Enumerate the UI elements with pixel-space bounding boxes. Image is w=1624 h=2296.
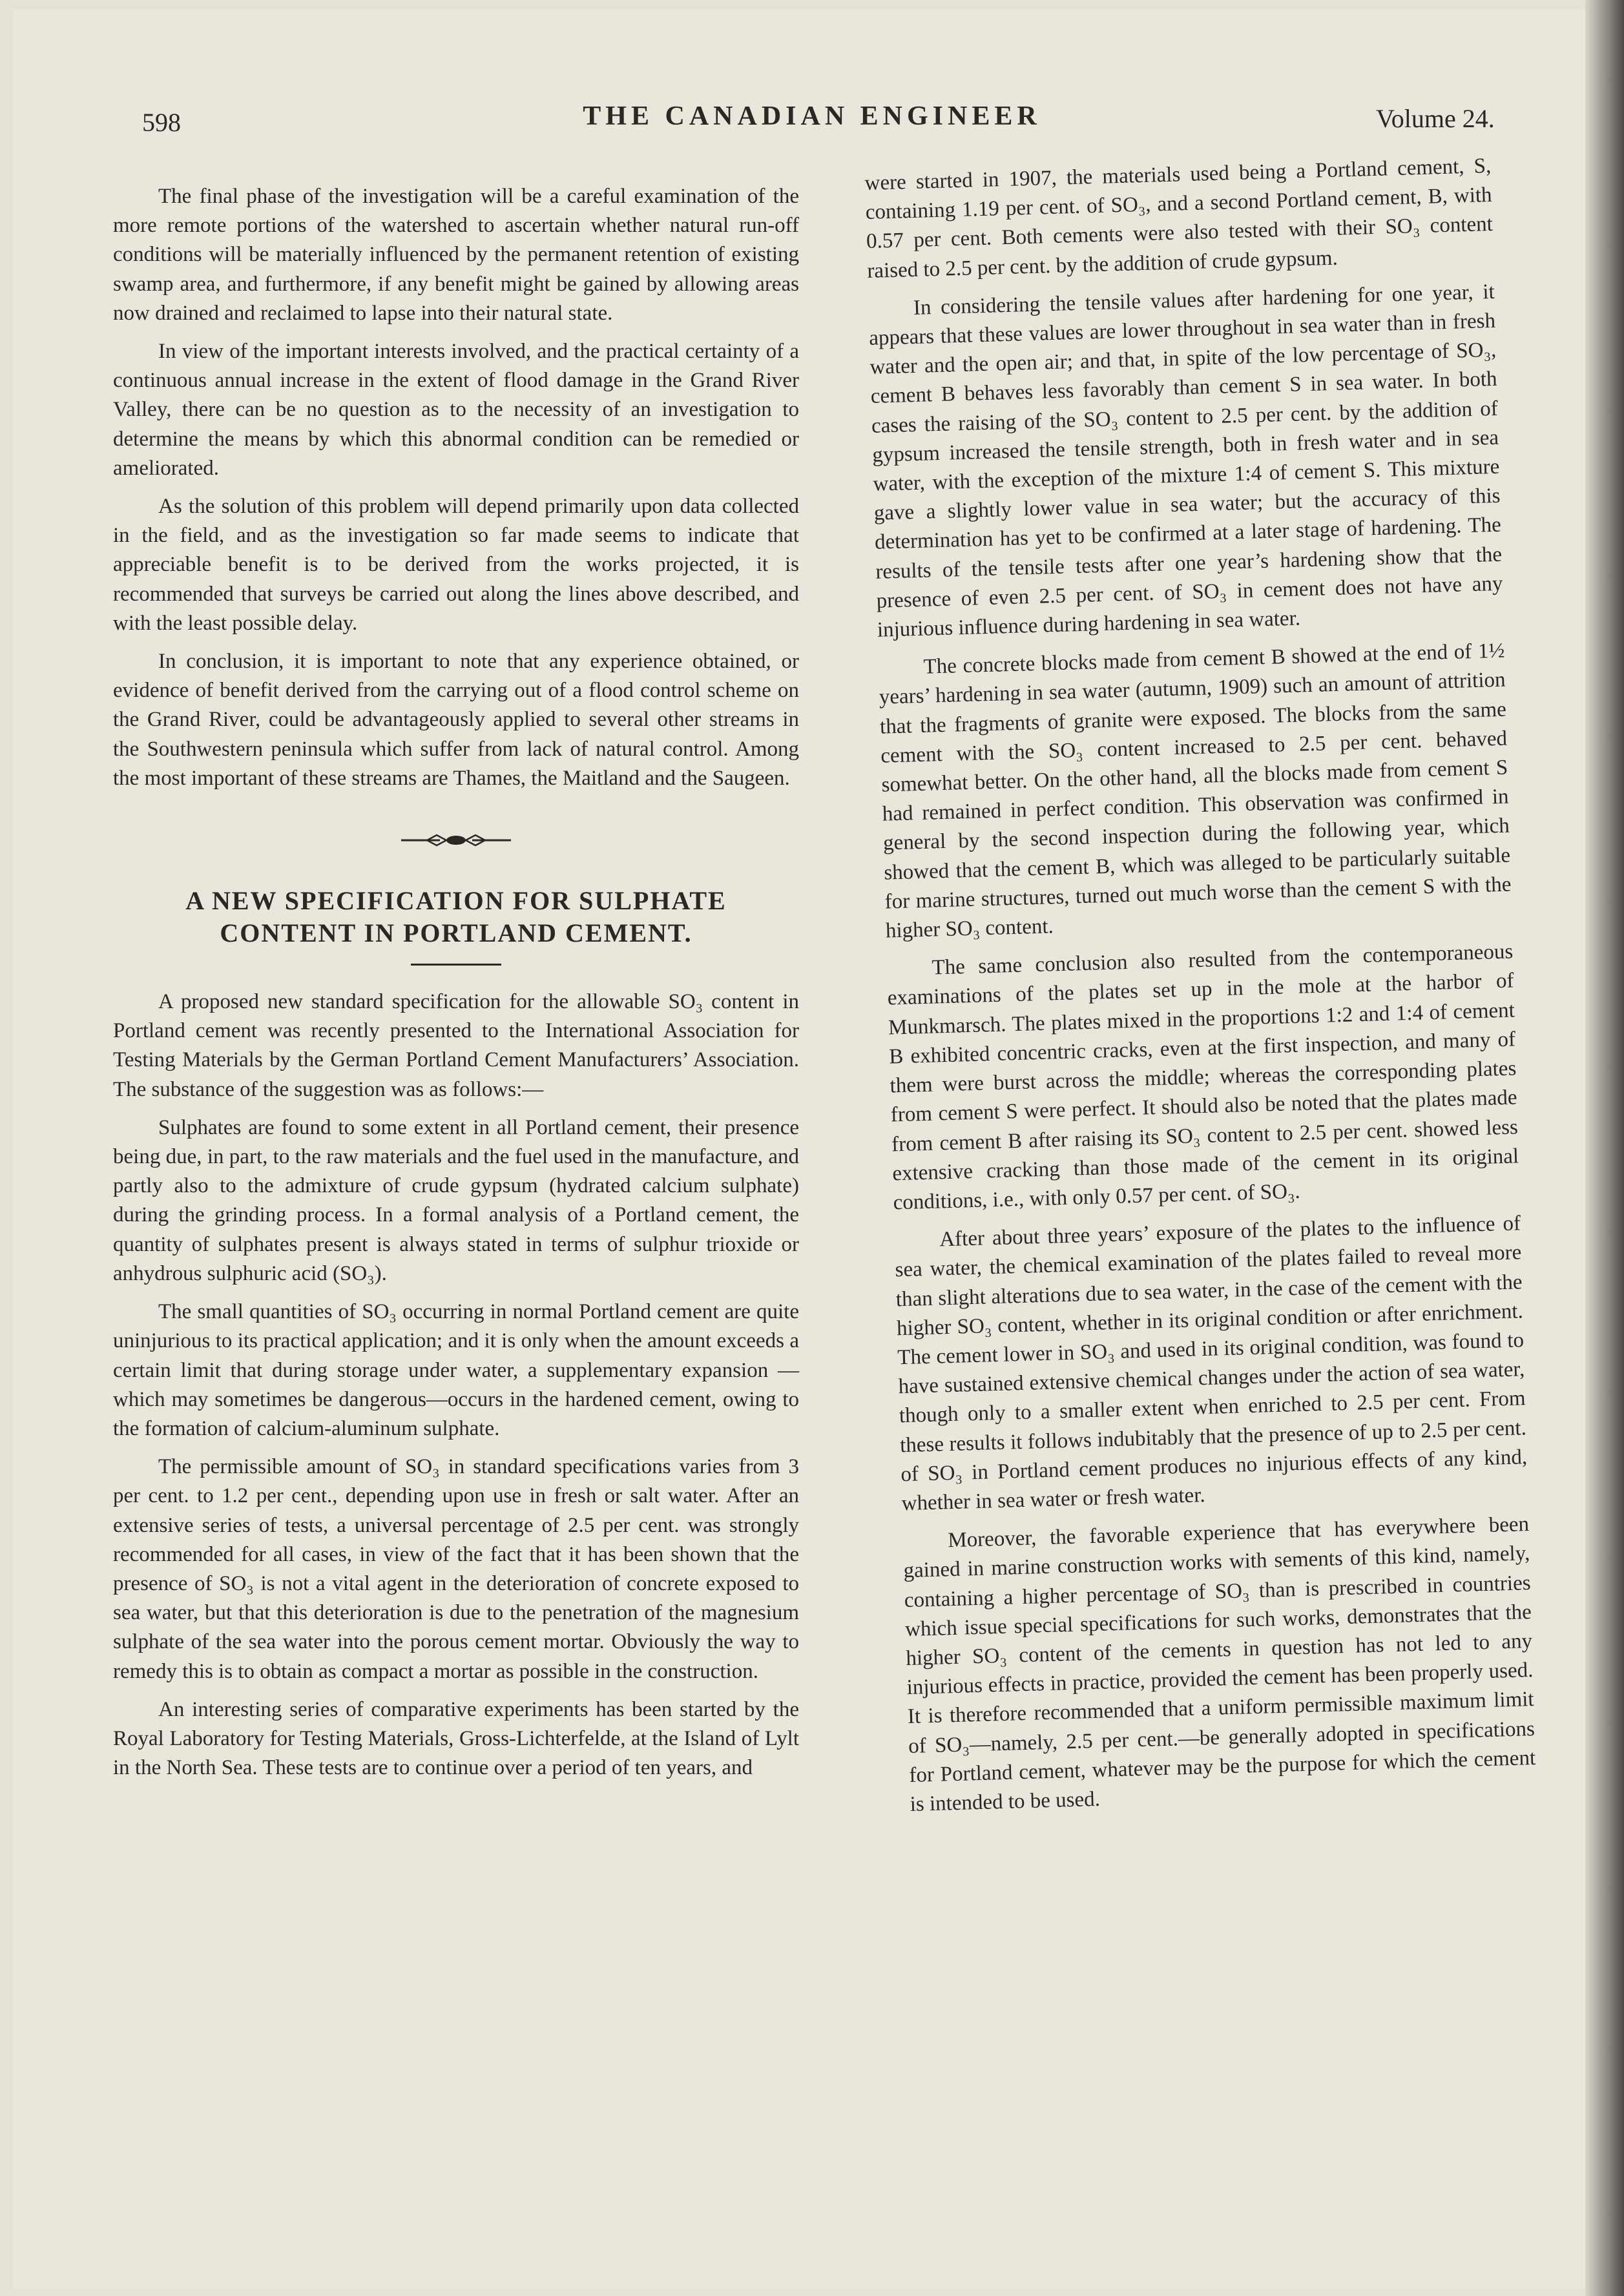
paragraph: The same conclusion also resulted from the contemporaneous examinations of the plates set up in the mole at the harbor of Munkmarsch. The plates mixed in the proportions 1:2 and 1:4 of cement B exhibited concentric cracks, even at the first inspection, and many of them were burst across the middle; whereas the corresponding plates from cement S were perfect. It should also be noted that the plates made from cement B after raising its SO₃ content to 2.5 per cent. showed less extensive cracking than those made of the cement in its original conditions, i.e., with only 0.57 per cent. of SO₃. — [887, 940, 1519, 1215]
right-column — [864, 152, 1537, 1828]
title-rule — [411, 964, 501, 966]
paragraph: After about three years’ exposure of the plates to the influence of sea water, the chemical examination of the plates failed to reveal more than slight alterations due to sea water, in the case of the cement with the higher SO₃ content, whether in its original condition or after enrichment. The cement lower in SO₃ and used in its original condition, was found to have sustained extensive chemical changes under the action of sea water, though only to a smaller extent when enriched to 2.5 per cent. From these results it follows indubitably that the presence of up to 2.5 per cent. of SO₃ in Portland cement produces no injurious effects of any kind, whether in sea water or fresh water. — [895, 1212, 1528, 1516]
article-title-line-2: CONTENT IN PORTLAND CEMENT. — [220, 918, 692, 948]
paragraph: In view of the important interests involved, and the practical certainty of a continuous annual increase in the extent of flood damage in the Grand River Valley, there can be no question as to the necessity of an investigation to determine the means by which this abnormal condition can be remedied or ameliorated. — [113, 340, 799, 480]
paragraph: The permissible amount of SO₃ in standard specifications varies from 3 per cent. to 1.2 per cent., depending upon use in fresh or salt water. After an extensive series of tests, a universal percentage of 2.5 per cent. was strongly recommended for all cases, in view of the fact that it has been shown that the presence of SO₃ is not a vital agent in the deterioration of concrete exposed to sea water, but that this deterioration is due to the penetration of the magnesium sulphate of the sea water into the porous cement mortar. Obviously the way to remedy this is to obtain as compact a mortar as possible in the construction. — [113, 1455, 799, 1683]
paragraph: As the solution of this problem will depend primarily upon data collected in the field, and as the investigation so far made seems to indicate that appreciable benefit is to be derived from the works projected, it is recommended that surveys be carried out along the lines above described, and with the least possible delay. — [113, 495, 799, 635]
paragraph: The small quantities of SO₃ occurring in normal Portland cement are quite uninjurious to its practical application; and it is only when the amount exceeds a certain limit that during storage under water, a supplementary expansion —which may sometimes be dangerous—occurs in the hardened cement, owing to the formation of calcium-aluminum sulphate. — [113, 1300, 799, 1440]
paragraph: In conclusion, it is important to note that any experience obtained, or evidence of benefit derived from the carrying out of a flood control scheme on the Grand River, could be advantageously applied to several other streams in the Southwestern peninsula which suffer from lack of natural control. Among the most important of these streams are Thames, the Maitland and the Saugeen. — [113, 650, 799, 790]
paragraph: Sulphates are found to some extent in all Portland cement, their presence being due, in part, to the raw materials and the fuel used in the manufacture, and partly also to the admixture of crude gypsum (hydrated calcium sulphate) during the grinding process. In a formal analysis of a Portland cement, the quantity of sulphates present is always stated in terms of sulphur trioxide or anhydrous sulphuric acid (SO₃). — [113, 1115, 799, 1285]
paragraph: An interesting series of comparative experiments has been started by the Royal Laboratory for Testing Materials, Gross-Lichterfelde, at the Island of Lylt in the North Sea. These tests are to continue over a period of ten years, and — [113, 1697, 799, 1780]
left-column — [113, 182, 799, 1792]
paragraph: were started in 1907, the materials used being a Portland cement, S, containing 1.19 per cent. of SO₃, and a second Portland cement, B, with 0.57 per cent. Both cements were also tested with their SO₃ content raised to 2.5 per cent. by the addition of crude gypsum. — [864, 154, 1494, 283]
ornament-icon — [401, 831, 511, 850]
section-divider-ornament — [113, 829, 799, 855]
journal-title: THE CANADIAN ENGINEER — [583, 101, 1041, 131]
article-title — [113, 885, 799, 949]
volume-label: Volume 24. — [1376, 104, 1495, 133]
book-gutter — [1585, 0, 1624, 2296]
running-header — [0, 96, 1624, 137]
page-number: 598 — [142, 108, 181, 137]
paragraph: The concrete blocks made from cement B showed at the end of 1½ years’ hardening in sea water (autumn, 1909) such an amount of attrition that the fragments of granite were exposed. The blocks from the same cement with the SO₃ content increased to 2.5 per cent. behaved somewhat better. On the other hand, all the blocks made from cement S had remained in perfect condition. This observation was confirmed in general by the second inspection during the following year, which showed that the cement B, which was alleged to be particularly suitable for marine structures, turned out much worse than the cement S with the higher SO₃ content. — [879, 639, 1512, 943]
article-title-line-1: A NEW SPECIFICATION FOR SULPHATE — [185, 886, 727, 916]
paragraph: Moreover, the favorable experience that has everywhere been gained in marine construction works with sements of this kind, namely, containing a higher percentage of SO₃ than is prescribed in countries which issue special specifications for such works, demonstrates that the higher SO₃ content of the cements in question has not led to any injurious effects in practice, provided the cement has been properly used. It is therefore recommended that a uniform permissible maximum limit of SO₃—namely, 2.5 per cent.—be generally adopted in specifications for Portland cement, whatever may be the purpose for which the cement is intended to be used. — [903, 1513, 1536, 1816]
paragraph: A proposed new standard specification for the allowable SO₃ content in Portland cement was recently presented to the International Association for Testing Materials by the German Portland Cement Manufacturers’ Association. The substance of the suggestion was as follows:— — [113, 990, 799, 1101]
paragraph: The final phase of the investigation will be a careful examination of the more remote portions of the watershed to ascertain whether natural run-off conditions will be materially influenced by the permanent retention of existing swamp area, and furthermore, if any benefit might be gained by allowing areas now drained and reclaimed to lapse into their natural state. — [113, 185, 799, 325]
paragraph: In considering the tensile values after hardening for one year, it appears that these values are lower throughout in sea water than in fresh water and the open air; and that, in spite of the low percentage of SO₃, cement B behaves less favorably than cement S in sea water. In both cases the raising of the SO₃ content to 2.5 per cent. by the addition of gypsum increased the tensile strength, both in fresh water and in sea water, with the exception of the mixture 1:4 of cement S. This mixture gave a slightly lower value in sea water; but the accuracy of this determination has yet to be confirmed at a later stage of hardening. The results of the tensile tests after one year’s hardening show that the presence of even 2.5 per cent. of SO₃ in cement does not have any injurious influence during hardening in sea water. — [868, 280, 1503, 642]
